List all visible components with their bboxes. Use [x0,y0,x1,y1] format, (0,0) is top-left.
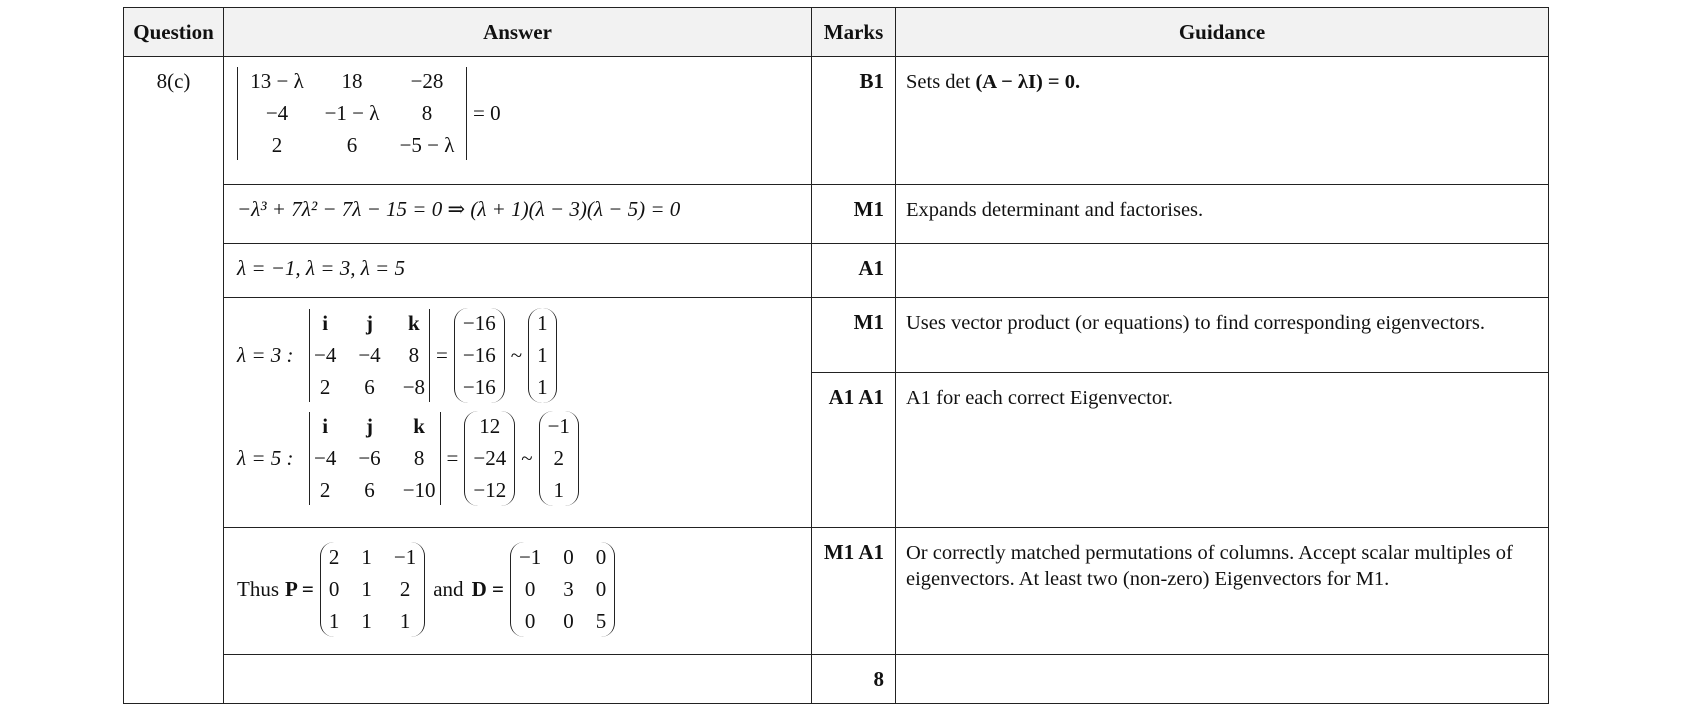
d-label: D = [471,577,504,601]
header-row [124,8,1549,57]
mark: M1 A1 [812,528,896,655]
matrix-cell: 2 [271,133,283,157]
table-row [124,185,1549,244]
matrix-cell: i [322,311,329,335]
lambda3-eigenvector [528,308,557,403]
answer-p-and-d [224,528,812,655]
guidance: Or correctly matched permutations of columns. Accept scalar multiples of eigenvectors. At least two (non-zero) Eigenvectors for M1. [896,528,1549,655]
matrix-cell: 12 [479,414,501,438]
matrix-cell: 2 [399,577,411,601]
matrix-cell: k [408,311,420,335]
matrix-cell: 13 − λ [250,69,304,93]
matrix-cell: −8 [402,375,426,399]
lambda5-cross-product [309,412,441,505]
matrix-cell: 1 [537,375,548,399]
table-row [124,655,1549,704]
matrix-cell: −4 [314,446,337,470]
equals-sign: = [436,343,448,367]
header-marks: Marks [812,8,896,57]
lambda5-eigenvector [539,411,579,506]
matrix-cell: 2 [319,375,331,399]
matrix-cell: 2 [328,545,340,569]
matrix-cell: 2 [319,478,331,502]
matrix-cell: 8 [413,446,425,470]
matrix-cell: −1 − λ [324,101,380,125]
lambda3-cross-product [309,309,430,402]
guidance: A1 for each correct Eigenvector. [896,373,1549,528]
table-row [124,244,1549,298]
matrix-cell: 5 [595,609,607,633]
lambda3-working [237,298,811,403]
matrix-cell: j [366,414,374,438]
total-marks: 8 [812,655,896,704]
matrix-cell: −24 [473,446,507,470]
matrix-cell: 1 [361,609,372,633]
matrix-cell: 0 [563,609,574,633]
matrix-cell: 0 [595,545,607,569]
mark: B1 [812,57,896,185]
matrix-cell: 0 [524,577,536,601]
matrix-cell: 0 [328,577,340,601]
answer-eigenvectors [224,298,812,528]
matrix-cell: −10 [402,478,436,502]
matrix-cell: 1 [537,343,548,367]
matrix-cell: 0 [595,577,607,601]
det-equals: = 0 [473,101,501,125]
guidance: Uses vector product (or equations) to find corresponding eigenvectors. [896,298,1549,373]
matrix-cell: −1 [518,545,542,569]
matrix-cell: −16 [462,375,496,399]
header-question: Question [124,8,224,57]
mark: M1 [812,298,896,373]
guidance-text: Sets det [906,71,971,93]
matrix-cell: 1 [328,609,340,633]
matrix-cell: 18 [341,69,363,93]
table-row [124,298,1549,373]
expansion-equation: −λ³ + 7λ² − 7λ − 15 = 0 ⇒ (λ + 1)(λ − 3)(λ − 5) = 0 [237,197,681,221]
matrix-cell: 8 [421,101,433,125]
table-row [124,528,1549,655]
lambda3-result-vector [454,308,505,403]
matrix-cell: −4 [314,343,337,367]
matrix-cell: 6 [364,478,375,502]
mark: A1 [812,244,896,298]
matrix-cell: −16 [462,311,496,335]
header-answer: Answer [224,8,812,57]
matrix-cell: 0 [524,609,536,633]
guidance [896,655,1549,704]
matrix-cell: j [366,311,374,335]
guidance [896,244,1549,298]
lambda5-result-vector [464,411,515,506]
mark: A1 A1 [812,373,896,528]
table-row [124,57,1549,185]
matrix-cell: 1 [537,311,548,335]
matrix-cell: −4 [358,343,381,367]
matrix-cell: −1 [393,545,417,569]
lambda5-label: λ = 5 : [237,446,294,470]
answer-eigenvalues [224,244,812,298]
matrix-cell: 8 [408,343,420,367]
p-matrix [320,542,425,637]
matrix-cell: 6 [364,375,375,399]
mark: M1 [812,185,896,244]
guidance-math: (A − λI) = 0. [975,71,1081,93]
matrix-cell: −28 [410,69,444,93]
question-number: 8(c) [124,57,224,704]
eigenvalues: λ = −1, λ = 3, λ = 5 [237,256,405,280]
matrix-cell: −12 [473,478,507,502]
matrix-cell: −6 [358,446,381,470]
matrix-cell: 1 [399,609,411,633]
matrix-cell: 3 [563,577,574,601]
d-matrix [510,542,615,637]
tilde-sign: ~ [510,343,523,367]
matrix-cell: −1 [547,414,570,438]
matrix-cell: 1 [361,545,372,569]
answer-empty [224,655,812,704]
mark-scheme-table [123,7,1549,704]
thus-label: Thus [237,577,279,601]
matrix-cell: −5 − λ [399,133,455,157]
matrix-cell: 0 [563,545,574,569]
determinant-matrix [237,67,467,160]
matrix-cell: 1 [361,577,372,601]
matrix-cell: 1 [553,478,565,502]
guidance [896,57,1549,185]
matrix-cell: 2 [553,446,565,470]
matrix-cell: −4 [265,101,289,125]
matrix-cell: −16 [462,343,496,367]
answer-expansion [224,185,812,244]
lambda3-label: λ = 3 : [237,343,294,367]
p-label: P = [285,577,314,601]
equals-sign: = [446,446,459,470]
header-guidance: Guidance [896,8,1549,57]
tilde-sign: ~ [521,446,533,470]
answer-determinant [224,57,812,185]
and-label: and [433,577,464,601]
matrix-cell: i [322,414,329,438]
matrix-cell: 6 [346,133,358,157]
guidance: Expands determinant and factorises. [896,185,1549,244]
lambda5-working [237,403,811,506]
matrix-cell: k [413,414,425,438]
